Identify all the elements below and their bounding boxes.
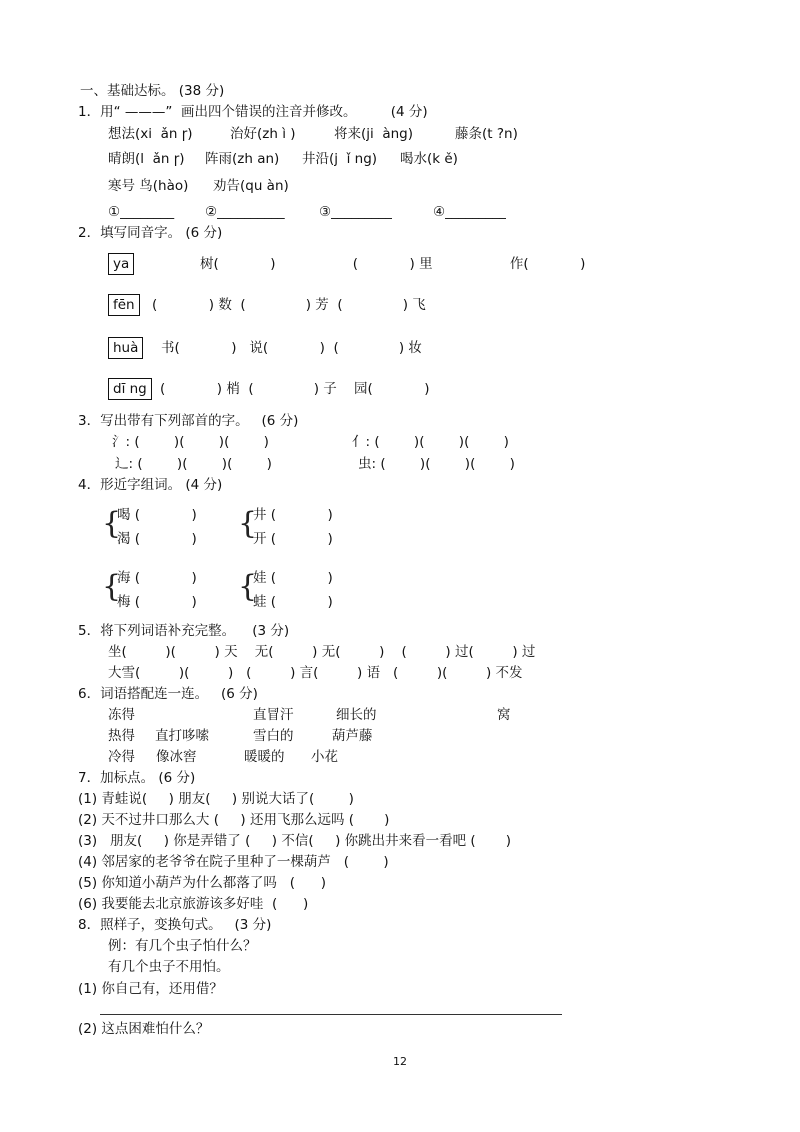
answer-line[interactable] — [100, 1014, 562, 1015]
match-word[interactable]: 小花 — [311, 749, 338, 765]
homophone-row[interactable]: ( ) 梢 ( ) 子 园( ) — [160, 381, 430, 397]
answer-blank-1[interactable]: ①________ — [108, 204, 175, 220]
pinyin-item: 阵雨(zh an) — [205, 151, 280, 167]
answer-blank-4[interactable]: ④_________ — [433, 204, 506, 220]
punctuation-item[interactable]: (2) 天不过井口那么大 ( ) 还用飞那么远吗 ( ) — [78, 812, 390, 828]
question-3-title: 3．写出带有下列部首的字。 (6 分) — [78, 413, 299, 429]
question-4-title: 4．形近字组词。 (4 分) — [78, 477, 223, 493]
match-word[interactable]: 雪白的 — [253, 728, 294, 744]
similar-char-item[interactable]: 开 ( ) — [253, 531, 333, 547]
section-heading: 一、基础达标。 (38 分) — [80, 83, 225, 99]
answer-blank-2[interactable]: ②__________ — [205, 204, 285, 220]
pinyin-item: 将来(ji àng) — [334, 126, 414, 142]
example-line: 有几个虫子不用怕。 — [108, 959, 230, 975]
question-5-title: 5．将下列词语补充完整。 (3 分) — [78, 623, 290, 639]
punctuation-item[interactable]: (3) 朋友( ) 你是弄错了 ( ) 不信( ) 你跳出井来看一看吧 ( ) — [78, 833, 511, 849]
question-7-title: 7．加标点。 (6 分) — [78, 770, 196, 786]
pinyin-item: 藤条(t ?n) — [455, 126, 518, 142]
radical-row[interactable]: 虫: ( )( )( ) — [358, 456, 515, 472]
match-word[interactable]: 窝 — [497, 707, 511, 723]
pinyin-item: 喝水(k ě) — [400, 151, 458, 167]
pinyin-box: ya — [108, 253, 134, 275]
similar-char-item[interactable]: 井 ( ) — [253, 507, 333, 523]
similar-char-item[interactable]: 渴 ( ) — [117, 531, 197, 547]
pinyin-box: dī ng — [108, 378, 152, 400]
pinyin-item: 劝告(qu àn) — [213, 178, 289, 194]
match-word[interactable]: 像冰窖 — [156, 749, 197, 765]
rewrite-item: (1) 你自己有，还用借？ — [78, 981, 223, 997]
pinyin-item: 晴朗(l ǎn ɼ) — [108, 151, 185, 167]
rewrite-item: (2) 这点困难怕什么？ — [78, 1021, 210, 1037]
pinyin-item: 井沿(j ǐ ng) — [302, 151, 378, 167]
idiom-row[interactable]: 大雪( )( ) ( ) 言( ) 语 ( )( ) 不发 — [108, 665, 523, 681]
similar-char-item[interactable]: 海 ( ) — [117, 570, 197, 586]
pinyin-box: fēn — [108, 294, 140, 316]
punctuation-item[interactable]: (4) 邻居家的老爷爷在院子里种了一棵葫芦 ( ) — [78, 854, 389, 870]
page-number: 12 — [393, 1055, 407, 1068]
example-line: 例：有几个虫子怕什么？ — [108, 938, 257, 954]
homophone-row[interactable]: ( ) 数 ( ) 芳 ( ) 飞 — [152, 297, 426, 313]
answer-blank-3[interactable]: ③_________ — [319, 204, 392, 220]
similar-char-item[interactable]: 娃 ( ) — [253, 570, 333, 586]
homophone-row[interactable]: 树( ) ( ) 里 作( ) — [200, 256, 586, 272]
brace-icon: { — [238, 569, 258, 604]
punctuation-item[interactable]: (5) 你知道小葫芦为什么都落了吗 ( ) — [78, 875, 327, 891]
punctuation-item[interactable]: (1) 青蛙说( ) 朋友( ) 别说大话了( ) — [78, 791, 354, 807]
radical-row[interactable]: 辶: ( )( )( ) — [115, 456, 272, 472]
match-word[interactable]: 细长的 — [336, 707, 377, 723]
pinyin-box: huà — [108, 337, 143, 359]
match-word[interactable]: 暖暖的 — [244, 749, 285, 765]
match-word[interactable]: 葫芦藤 — [332, 728, 373, 744]
punctuation-item[interactable]: (6) 我要能去北京旅游该多好哇 ( ) — [78, 896, 309, 912]
question-2-title: 2．填写同音字。 (6 分) — [78, 225, 223, 241]
question-1-title: 1．用“ ———” 画出四个错误的注音并修改。 (4 分) — [78, 104, 428, 120]
brace-icon: { — [102, 569, 122, 604]
homophone-row[interactable]: 书( ) 说( ) ( ) 妆 — [161, 340, 422, 356]
pinyin-item: 寒号 鸟(hào) — [108, 178, 189, 194]
brace-icon: { — [102, 506, 122, 541]
radical-row[interactable]: 亻: ( )( )( ) — [352, 434, 509, 450]
idiom-row[interactable]: 坐( )( ) 天 无( ) 无( ) ( ) 过( ) 过 — [108, 644, 536, 660]
match-word[interactable]: 冻得 — [108, 707, 135, 723]
pinyin-item: 想法(xi ǎn ɼ) — [108, 126, 193, 142]
match-word[interactable]: 冷得 — [108, 749, 135, 765]
brace-icon: { — [238, 506, 258, 541]
radical-row[interactable]: 氵: ( )( )( ) — [112, 434, 269, 450]
match-word[interactable]: 热得 — [108, 728, 135, 744]
similar-char-item[interactable]: 喝 ( ) — [117, 507, 197, 523]
match-word[interactable]: 直打哆嗦 — [155, 728, 209, 744]
question-6-title: 6．词语搭配连一连。 (6 分) — [78, 686, 258, 702]
match-word[interactable]: 直冒汗 — [253, 707, 294, 723]
pinyin-item: 治好(zh ì ) — [230, 126, 296, 142]
question-8-title: 8．照样子，变换句式。 (3 分) — [78, 917, 272, 933]
similar-char-item[interactable]: 蛙 ( ) — [253, 594, 333, 610]
similar-char-item[interactable]: 梅 ( ) — [117, 594, 197, 610]
